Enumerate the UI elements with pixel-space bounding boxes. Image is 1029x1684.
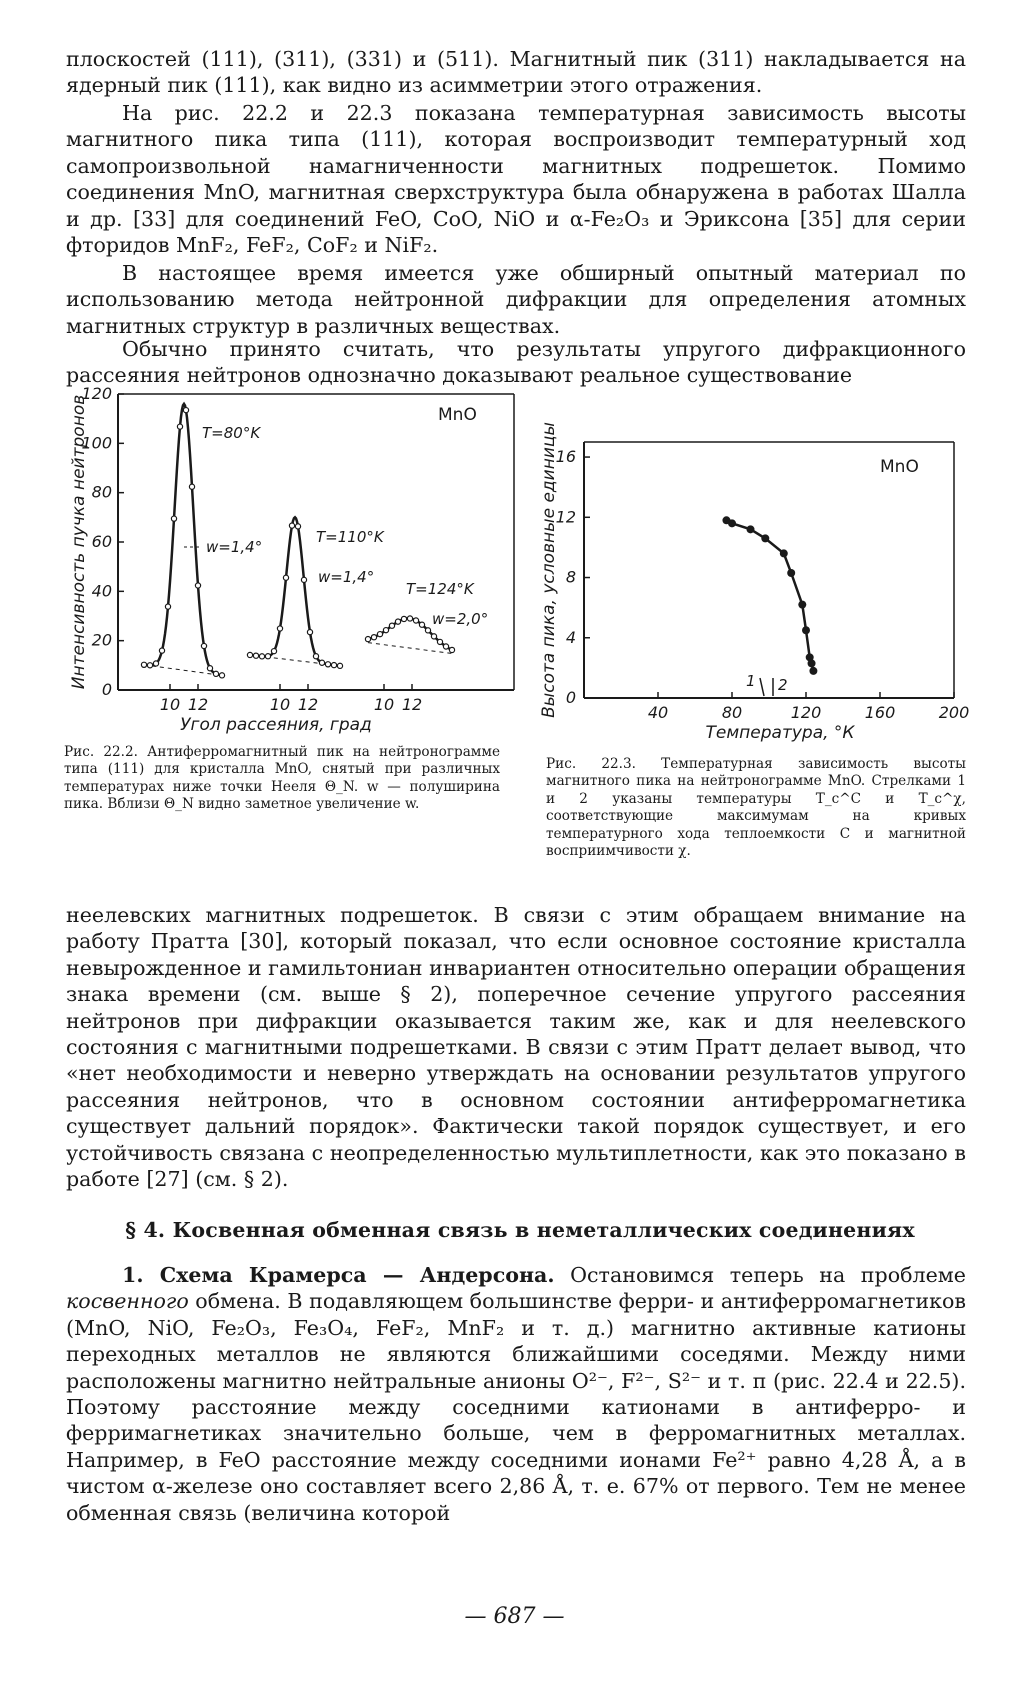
- fig1-data-point: [365, 636, 370, 641]
- fig2-y-tick-label: 8: [565, 567, 576, 587]
- figure-22-2-plot: [66, 384, 526, 744]
- fig1-data-point: [289, 523, 294, 528]
- fig1-data-point: [413, 618, 418, 623]
- fig1-data-point: [201, 643, 206, 648]
- fig1-data-point: [437, 639, 442, 644]
- fig1-data-point: [171, 516, 176, 521]
- fig1-data-point: [207, 666, 212, 671]
- fig1-data-point: [247, 652, 252, 657]
- figure-22-3-plot: [540, 420, 970, 750]
- paragraph-1: плоскостей (111), (311), (331) и (511). Магнитный пик (311) накладывается на ядерный пик (111), как видно из асимметрии этого отражения.: [66, 47, 966, 98]
- fig2-data-point: [802, 626, 810, 634]
- fig1-y-tick-label: 60: [91, 532, 112, 551]
- fig1-data-point: [319, 660, 324, 665]
- fig1-y-tick-label: 120: [81, 384, 112, 403]
- section-title: § 4. Косвенная обменная связь в неметаллических соединениях: [125, 1218, 915, 1242]
- fig2-data-point: [787, 569, 795, 577]
- fig1-data-point: [389, 623, 394, 628]
- fig1-x-ticks: [160, 684, 422, 714]
- fig1-data-point: [147, 663, 152, 668]
- fig1-data-point: [271, 649, 276, 654]
- fig1-data-point: [165, 604, 170, 609]
- fig2-x-tick-label: 40: [647, 703, 669, 722]
- fig1-data-point: [283, 575, 288, 580]
- fig1-data-point: [259, 654, 264, 659]
- fig1-x-tick-label: 10: [159, 695, 181, 714]
- fig1-data-point: [431, 634, 436, 639]
- fig1-data-point: [377, 632, 382, 637]
- fig1-data-point: [195, 583, 200, 588]
- fig2-curve: [727, 520, 814, 671]
- figure-22-2-caption: Рис. 22.2. Антиферромагнитный пик на нейтронограмме типа (111) для кристалла MnO, снятый при различных температурах ниже точки Нееля Θ_N. w — полуширина пика. Вблизи Θ_N видно заметное увеличение w.: [64, 744, 500, 813]
- fig1-compound-label: MnO: [438, 405, 477, 425]
- fig2-data-point: [761, 534, 769, 542]
- fig1-annotation-t1: T=80°K: [202, 424, 261, 442]
- fig1-data-point: [177, 424, 182, 429]
- fig2-data-point: [780, 549, 788, 557]
- figure-22-3-caption: Рис. 22.3. Температурная зависимость высоты магнитного пика на нейтронограмме MnO. Стрелками 1 и 2 указаны температуры T_c^C и T_c^χ, соответствующие максимумам на кривых температурного хода теплоемкости C и магнитной восприимчивости χ.: [546, 756, 966, 860]
- fig2-compound-label: MnO: [880, 457, 919, 477]
- fig1-data-point: [331, 662, 336, 667]
- fig1-y-tick-label: 0: [101, 680, 112, 699]
- fig1-curves: [141, 404, 454, 678]
- paragraph-6-lead: 1. Схема Крамерса — Андерсона.: [122, 1263, 555, 1287]
- fig2-data-point: [808, 659, 816, 667]
- fig1-data-point: [425, 628, 430, 633]
- fig1-x-tick-label: 10: [373, 695, 395, 714]
- fig2-data-point: [798, 601, 806, 609]
- paragraph-4: Обычно принято считать, что результаты упругого дифракционного рассеяния нейтронов однозначно доказывают реальное существование: [66, 337, 966, 388]
- fig1-annotation-w1: w=1,4°: [206, 538, 263, 556]
- fig2-arrow-label-2: 2: [778, 676, 788, 694]
- figure-22-2: [66, 384, 526, 748]
- fig1-data-point: [153, 661, 158, 666]
- fig1-x-tick-label: 10: [269, 695, 291, 714]
- fig2-y-axis-title: Высота пика, условные единицы: [539, 422, 559, 718]
- fig1-data-point: [277, 626, 282, 631]
- fig1-x-tick-label: 12: [187, 695, 209, 714]
- fig1-data-point: [253, 653, 258, 658]
- paragraph-6-part-a: Остановимся теперь на проблеме: [554, 1263, 966, 1287]
- fig1-annotation-w2: w=1,4°: [318, 568, 375, 586]
- fig1-y-axis-title: Интенсивность пучка нейтронов: [69, 394, 89, 690]
- fig2-x-tick-label: 80: [721, 703, 743, 722]
- fig1-y-tick-label: 100: [81, 433, 112, 453]
- fig1-data-point: [443, 644, 448, 649]
- fig1-annotation-t2: T=110°K: [316, 528, 384, 546]
- fig2-data-point: [809, 667, 817, 675]
- fig2-y-tick-label: 16: [555, 447, 576, 467]
- fig2-data-point: [747, 525, 755, 533]
- fig1-data-point: [141, 662, 146, 667]
- fig1-data-point: [407, 616, 412, 621]
- fig1-annotation-t3: T=124°K: [406, 580, 474, 598]
- fig2-arrow-label-1: 1: [746, 672, 756, 690]
- fig2-points: [722, 516, 817, 675]
- fig1-data-point: [307, 630, 312, 635]
- fig1-data-point: [419, 622, 424, 627]
- paragraph-6-emphasis: косвенного: [66, 1289, 189, 1314]
- fig1-data-point: [301, 577, 306, 582]
- paragraph-2: На рис. 22.2 и 22.3 показана температурная зависимость высоты магнитного пика типа (111), которая воспроизводит температурный ход самопроизвольной намагниченности магнитных подрешеток. Помимо соединения MnO, магнитная сверхструктура была обнаружена в работах Шалла и др. [33] для соединений FeO, CoO, NiO и α-Fe₂O₃ и Эриксона [35] для серии фторидов MnF₂, FeF₂, CoF₂ и NiF₂.: [66, 101, 966, 258]
- fig1-data-point: [219, 673, 224, 678]
- fig1-data-point: [395, 619, 400, 624]
- fig1-data-point: [189, 484, 194, 489]
- fig1-y-tick-label: 40: [91, 581, 112, 601]
- fig1-x-axis-title: Угол рассеяния, град: [180, 715, 372, 735]
- paragraph-5: неелевских магнитных подрешеток. В связи с этим обращаем внимание на работу Пратта [30], который показал, что если основное состояние кристалла невырожденное и гамильтониан инвариантен относительно операции обращения знака времени (см. выше § 2), поперечное сечение упругого рассеяния нейтронов при дифракции оказывается таким же, как и для неелевского состояния с магнитными подрешетками. В связи с этим Пратт делает вывод, что «нет необходимости и неверно утверждать на основании результатов упругого рассеяния нейтронов, что в основном состоянии антиферромагнетика существует дальний порядок». Фактически такой порядок существует, и его устойчивость связана с неопределенностью мультиплетности, как это показано в работе [27] (см. § 2).: [66, 903, 966, 1192]
- fig1-data-point: [183, 408, 188, 413]
- fig1-data-point: [159, 648, 164, 653]
- fig1-x-tick-label: 12: [401, 695, 423, 714]
- fig1-data-point: [401, 616, 406, 621]
- fig1-data-point: [265, 654, 270, 659]
- paragraph-6: [66, 1262, 966, 1526]
- fig1-data-point: [325, 662, 330, 667]
- fig1-data-point: [383, 628, 388, 633]
- fig1-data-point: [313, 654, 318, 659]
- fig1-data-point: [337, 663, 342, 668]
- fig1-data-point: [295, 524, 300, 529]
- fig1-y-tick-label: 20: [91, 630, 112, 650]
- fig1-y-tick-label: 80: [91, 482, 112, 502]
- fig1-data-point: [449, 647, 454, 652]
- paragraph-3: В настоящее время имеется уже обширный опытный материал по использованию метода нейтронной дифракции для определения атомных магнитных структур в различных веществах.: [66, 261, 966, 338]
- fig2-y-tick-label: 0: [565, 688, 576, 707]
- fig1-data-point: [371, 635, 376, 640]
- fig2-x-ticks: [648, 692, 969, 722]
- fig2-data-point: [728, 519, 736, 527]
- fig2-x-tick-label: 120: [790, 703, 822, 722]
- fig2-y-tick-label: 4: [565, 627, 576, 647]
- fig2-x-tick-label: 160: [864, 703, 896, 722]
- figure-22-3: [540, 420, 970, 754]
- fig2-x-axis-title: Температура, °К: [705, 723, 855, 743]
- fig1-x-tick-label: 12: [297, 695, 319, 714]
- fig2-x-tick-label: 200: [938, 703, 970, 722]
- fig1-annotation-w3: w=2,0°: [432, 610, 489, 628]
- fig1-data-point: [213, 671, 218, 676]
- fig2-arrow-1: [760, 678, 764, 696]
- fig2-y-tick-label: 12: [555, 507, 576, 527]
- page-number: — 687 —: [464, 1604, 565, 1629]
- paragraph-6-part-b: обмена. В подавляющем большинстве ферри- и антиферромагнетиков (MnO, NiO, Fe₂O₃, Fe₃O₄, FeF₂, MnF₂ и т. д.) магнитно активные катионы переходных металлов не являются ближайшими соседями. Между ними расположены магнитно нейтральные анионы O²⁻, F²⁻, S²⁻ и т. п (рис. 22.4 и 22.5). Поэтому расстояние между соседними катионами в антиферро- и ферримагнетиках значительно больше, чем в ферромагнитных металлах. Например, в FeO расстояние между соседними ионами Fe²⁺ равно 4,28 Å, а в чистом α-железе оно составляет всего 2,86 Å, т. е. 67% от первого. Тем не менее обменная связь (величина которой: [66, 1289, 966, 1525]
